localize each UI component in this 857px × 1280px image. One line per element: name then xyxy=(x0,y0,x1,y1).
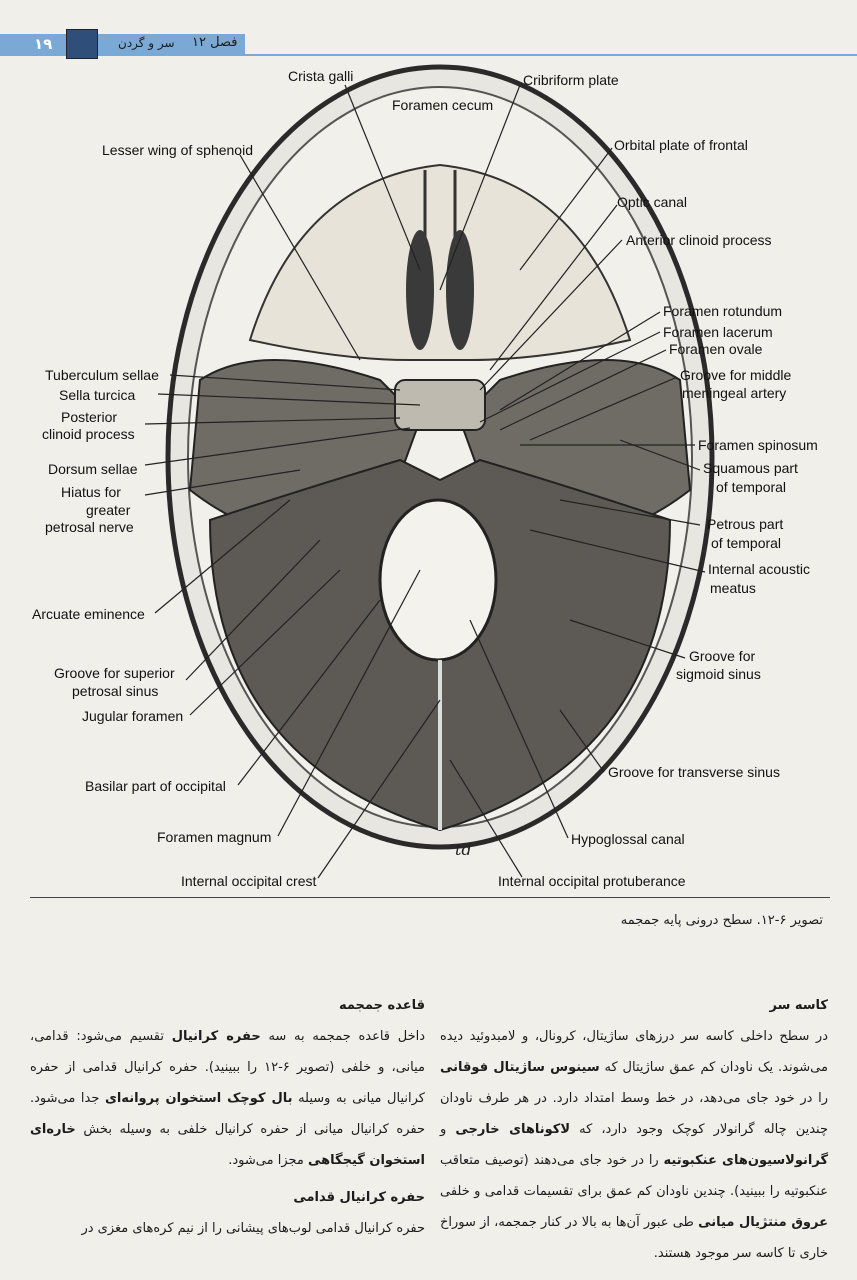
bold-term: خاره‌ای استخوان گیجگاهی xyxy=(30,1122,425,1168)
label-foramen-spinosum: Foramen spinosum xyxy=(698,437,818,453)
page-header xyxy=(0,26,857,60)
caption-rule xyxy=(30,897,830,898)
label-cribriform-plate: Cribriform plate xyxy=(523,72,619,88)
label-hiatus-3: petrosal nerve xyxy=(45,519,134,535)
label-groove-mm-1: Groove for middle xyxy=(680,367,792,383)
cribriform-right xyxy=(446,230,474,350)
label-iam-1: Internal acoustic xyxy=(708,561,810,577)
text-run: جدا می‌شود. حفره کرانیال میانی از حفره کرانیال خلفی به وسیله بخش xyxy=(30,1091,425,1137)
page-number: ١٩ xyxy=(34,35,53,53)
text-run: طی عبور آن‌ها به بالا در کنار جمجمه، از سوراخ خاری تا کاسه سر موجود هستند. xyxy=(440,1215,828,1261)
label-hiatus-1: Hiatus for xyxy=(61,484,121,500)
label-groove-sup-petrosal-1: Groove for superior xyxy=(54,665,175,681)
bold-term: حفره کرانیال xyxy=(171,1029,261,1044)
label-foramen-magnum: Foramen magnum xyxy=(157,829,272,845)
label-optic-canal: Optic canal xyxy=(617,194,688,210)
label-sigmoid-1: Groove for xyxy=(689,648,756,664)
label-arcuate-eminence: Arcuate eminence xyxy=(32,606,145,622)
label-transverse-sinus: Groove for transverse sinus xyxy=(608,764,780,780)
label-posterior-clinoid-1: Posterior xyxy=(61,409,118,425)
skull-base-figure xyxy=(0,60,857,895)
label-squamous-1: Squamous part xyxy=(703,460,798,476)
bold-term: گرانولاسیون‌های عنکبوتیه xyxy=(663,1153,828,1168)
label-orbital-plate: Orbital plate of frontal xyxy=(614,137,748,153)
text-run: داخل قاعده جمجمه به سه xyxy=(260,1029,426,1044)
figure-caption: تصویر ۶-۱۲. سطح درونی پایه جمجمه xyxy=(620,913,823,928)
heading-skull-base: قاعده جمجمه xyxy=(338,998,425,1013)
label-dorsum-sellae: Dorsum sellae xyxy=(48,461,138,477)
left-column xyxy=(30,990,425,1244)
artist-signature: td xyxy=(455,840,472,859)
bold-term: سینوس ساژیتال فوقانی xyxy=(440,1060,600,1075)
label-lesser-wing: Lesser wing of sphenoid xyxy=(102,142,253,158)
cribriform-left xyxy=(406,230,434,350)
text-run: را در خود جای می‌دهند (توصیف متعاقب عنکبوتیه را ببینید). چندین ناودان کم عمق برای تقسیمات قدامی و خلفی xyxy=(440,1153,828,1199)
label-foramen-ovale: Foramen ovale xyxy=(669,341,763,357)
bold-term: بال کوچک استخوان پروانه‌ای xyxy=(104,1091,293,1106)
label-foramen-lacerum: Foramen lacerum xyxy=(663,324,773,340)
label-hypoglossal-canal: Hypoglossal canal xyxy=(571,831,685,847)
label-sigmoid-2: sigmoid sinus xyxy=(676,666,761,682)
label-foramen-cecum: Foramen cecum xyxy=(392,97,494,113)
text-run: تقسیم می‌شود: قدامی، میانی، و خلفی (تصویر ۶-۱۲ را ببینید). حفره کرانیال قدامی از حفره کرانیال میانی به وسیله xyxy=(30,1029,426,1106)
paragraph-anterior-fossa: حفره کرانیال قدامی لوب‌های پیشانی را از نیم کره‌های مغزی در xyxy=(81,1221,425,1236)
paragraph-calvaria xyxy=(440,1021,828,1269)
chapter-thumbnail xyxy=(66,29,98,59)
chapter-title: فصل ١٢ xyxy=(192,35,238,50)
bold-term: لاکوناهای خارجی xyxy=(455,1122,571,1137)
label-int-occipital-prot: Internal occipital protuberance xyxy=(498,873,686,889)
label-petrous-2: of temporal xyxy=(711,535,782,551)
label-foramen-rotundum: Foramen rotundum xyxy=(663,303,783,319)
section-title: سر و گردن xyxy=(118,36,175,50)
label-anterior-clinoid: Anterior clinoid process xyxy=(626,232,772,248)
text-run: در سطح داخلی کاسه سر درزهای ساژیتال، کرونال، و لامبدوئید دیده می‌شوند. یک ناودان کم عمق ساژیتال که xyxy=(440,1029,828,1075)
label-groove-mm-2: meningeal artery xyxy=(682,385,787,401)
label-crista-galli: Crista galli xyxy=(288,68,354,84)
label-tuberculum-sellae: Tuberculum sellae xyxy=(45,367,159,383)
label-posterior-clinoid-2: clinoid process xyxy=(42,426,135,442)
header-line xyxy=(245,54,857,56)
heading-anterior-fossa: حفره کرانیال قدامی xyxy=(293,1190,425,1205)
text-run: را در خود جای می‌دهد، در خط وسط امتداد دارد. در هر طرف ناودان چندین چاله گرانولار کوچک وجود دارد، که xyxy=(440,1091,828,1137)
label-squamous-2: of temporal xyxy=(716,479,787,495)
right-column xyxy=(440,990,828,1269)
label-petrous-1: Petrous part xyxy=(707,516,784,532)
text-run: و xyxy=(440,1122,456,1137)
label-sella-turcica: Sella turcica xyxy=(59,387,136,403)
label-iam-2: meatus xyxy=(710,580,756,596)
label-int-occipital-crest: Internal occipital crest xyxy=(181,873,317,889)
bold-term: عروق منتژیال میانی xyxy=(698,1215,828,1230)
label-groove-sup-petrosal-2: petrosal sinus xyxy=(72,683,159,699)
label-basilar-part: Basilar part of occipital xyxy=(85,778,226,794)
paragraph-skull-base xyxy=(30,1021,425,1176)
text-run: مجزا می‌شود. xyxy=(228,1153,308,1168)
label-hiatus-2: greater xyxy=(86,502,131,518)
foramen-magnum xyxy=(380,500,496,660)
heading-calvaria: کاسه سر xyxy=(769,998,828,1013)
label-jugular-foramen: Jugular foramen xyxy=(82,708,184,724)
